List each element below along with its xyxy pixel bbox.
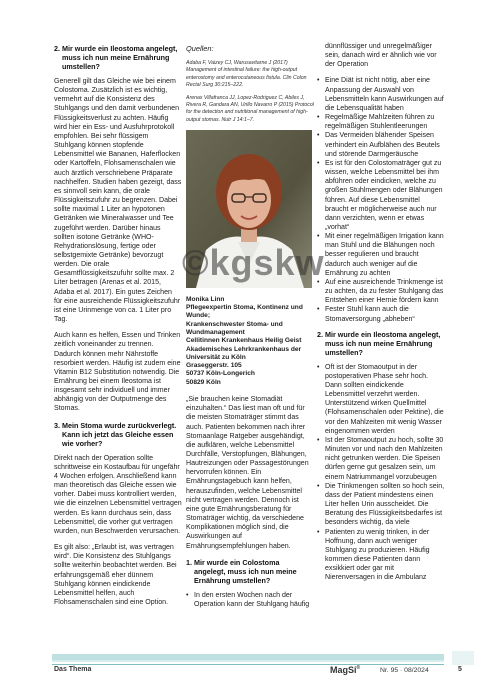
heading-rueckverlegung bbox=[54, 421, 182, 448]
references-title: Quellen: bbox=[186, 44, 214, 53]
author-block bbox=[186, 296, 314, 387]
section-name: Das Thema bbox=[54, 666, 92, 673]
bullet-item: • Das Vermeiden blähender Speisen verhindert ein Aufblähen des Beutels und störende Darmgeräusche bbox=[317, 131, 445, 158]
watermark: ©kgskw bbox=[182, 242, 325, 283]
heading-number: 3. bbox=[54, 420, 60, 430]
bullet-item: • In den ersten Wochen nach der Operation kann der Stuhlgang häufig bbox=[186, 591, 314, 609]
registered-mark: ® bbox=[356, 665, 361, 671]
column-middle bbox=[186, 44, 314, 615]
issue-number: Nr. 95 · 08/2024 bbox=[380, 666, 429, 674]
bullet-item: • Mit einer regelmäßigen Irrigation kann man Stuhl und die Blähungen noch besser regulieren und braucht dadurch auch weniger auf die Ernährung zu achten bbox=[317, 232, 445, 278]
bullet-list bbox=[317, 76, 445, 323]
heading-text: Mir wurde ein Ileostoma angelegt, muss ich nun meine Ernährung umstellen? bbox=[62, 44, 178, 71]
paragraph: Generell gilt das Gleiche wie bei einem Colostoma. Zusätzlich ist es wichtig, vermehrt auf die Konsistenz des Stuhlgangs und den damit verbundenen Flüssigkeitsverlust zu achten. Häufig wird hier ein Ess- und Ausfuhrprotokoll empfohlen. Bei sehr flüssigem Stuhlgang können stopfende Lebensmittel wie Bananen, Haferflocken oder Kartoffeln, Flohsamenschalen wie auch ärztlich verschriebene Präparate nachhelfen. Studien haben gezeigt, dass es sinnvoll sein kann, die orale Flüssigkeitszufuhr zu begrenzen. Dabei sollte maximal 1 Liter an hypotonen Getränken wie Mineralwasser und Tee zugeführt werden. Darüber hinaus sollten isotone Getränke (WHO-Rehydrationslösung, fertige oder selbstgemixte Getränke) bevorzugt werden. Die orale Gesamtflüssigkeitszufuhr sollte max. 2 Liter betragen (Arenas et al. 2015, Adaba et al. 2017). Ein gutes Zeichen für eine ausreichende Flüssigkeitszufuhr ist eine Urinmenge von ca. 1 Liter pro Tag. bbox=[54, 78, 182, 324]
bullet-item: • Oft ist der Stomaoutput in der postoperativen Phase sehr hoch. Dann sollten eindickende Lebensmittel verzehrt werden. Unterstützend wirken Quellmittel (Flohsamenschalen oder Pektine), die vor den Mahlzeiten mit wenig Wasser eingenommen werden bbox=[317, 363, 445, 436]
author-line: 50737 Köln-Longerich bbox=[186, 370, 255, 378]
bullet-item: • Patienten zu wenig trinken, in der Hoffnung, dann auch weniger Stuhlgang zu produzieren. Häufig kommen diese Patienten dann exsikkiert oder gar mit Nierenversagen in die Ambulanz bbox=[317, 528, 445, 583]
bullet-list bbox=[186, 591, 314, 609]
author-line: Krankenschwester Stoma- und Wundmanagement bbox=[186, 320, 283, 336]
bullet-item: • Regelmäßige Mahlzeiten führen zu regelmäßigen Stuhlentleerungen bbox=[317, 113, 445, 131]
author-line: Graseggerstr. 105 bbox=[186, 362, 242, 370]
heading-ileostoma-2 bbox=[317, 330, 445, 357]
author-portrait-image bbox=[186, 130, 312, 288]
heading-text: Mir wurde ein Ileostoma angelegt, muss ich nun meine Ernährung umstellen? bbox=[325, 329, 441, 357]
column-left bbox=[54, 44, 182, 614]
reference-item: Adaba F, Vaizey CJ, Warusavitarne J (2017) Management of intestinal failure: the high-output enterostomy and enterocutaneous fistula. Clin Colon Rectal Surg 30:215–222. bbox=[186, 60, 307, 88]
author-line: Monika Linn bbox=[186, 295, 225, 303]
author-line: Cellitinnen Krankenhaus Heilig Geist bbox=[186, 337, 302, 345]
heading-number: 2. bbox=[317, 329, 323, 339]
heading-text: Mein Stoma wurde zurückverlegt. Kann ich jetzt das Gleiche essen wie vorher? bbox=[62, 420, 177, 448]
paragraph: Auch kann es helfen, Essen und Trinken zeitlich voneinander zu trennen. Dadurch können mehr Nährstoffe resorbiert werden. Häufig ist zudem eine Vitamin B12 Substitution notwendig. Die Ernährung bei einem Ileostoma ist insgesamt sehr individuell und immer abhängig von der Outputmenge des Stomas. bbox=[54, 332, 181, 413]
page-number: 5 bbox=[458, 666, 462, 673]
heading-colostoma bbox=[186, 558, 314, 585]
heading-ileostoma bbox=[54, 44, 182, 71]
bullet-item: • Fester Stuhl kann auch die Stomaversorgung „abheben“ bbox=[317, 305, 445, 323]
bullet-item: • Die Trinkmengen sollten so hoch sein, dass der Patient mindestens einen Liter hellen Urin ausscheidet. Die Beratung des Flüssigkeitsbedarfes ist besonders wichtig, da viele bbox=[317, 482, 445, 528]
author-photo bbox=[186, 130, 312, 288]
paragraph: Direkt nach der Operation sollte schrittweise ein Kostaufbau für ungefähr 4 Wochen erfolgen. Anschließend kann man theoretisch das Gleiche essen wie vorher. Dabei muss kontrolliert werden, wie die einzelnen Lebensmittel vertragen werden. Es kann durchaus sein, dass Lebensmittel, die vorher gut vertragen wurden, nun Beschwerden verursachen. bbox=[54, 454, 182, 535]
heading-number: 1. bbox=[186, 557, 192, 567]
author-line: Pflegeexpertin Stoma, Kontinenz und Wunde; bbox=[186, 304, 303, 320]
reference-item: Arenas Villafranca JJ, Lopez-Rodriguez C, Abiles J, Rivera R, Gandara AN, Urillo Navarro P (2015) Protocol for the detection and nutritional management of high-output stomas. Nutr J 14:1–7. bbox=[186, 94, 314, 123]
page-footer bbox=[0, 651, 480, 679]
heading-number: 2. bbox=[54, 44, 60, 53]
footer-band-light bbox=[52, 660, 444, 662]
magazine-title: MagSi bbox=[330, 665, 357, 675]
references bbox=[186, 60, 314, 124]
footer-rule bbox=[52, 664, 444, 665]
column-right bbox=[317, 44, 445, 588]
paragraph: Es gilt also: „Erlaubt ist, was vertragen wird“. Die Konsistenz des Stuhlgangs sollte weiterhin beobachtet werden. Bei erfahrungsgemäß eher dünnem Stuhlgang können eindickende Lebensmittel helfen, auch Flohsamenschalen sind eine Option. bbox=[54, 544, 177, 606]
author-line: Akademisches Lehrkrankenhaus der Universität zu Köln bbox=[186, 345, 302, 361]
bullet-item: • Es ist für den Colostomaträger gut zu wissen, welche Lebensmittel bei ihm abführen oder eindicken, welche zu großen Stuhlmengen oder Blähungen führen. Auf diese Lebensmittel braucht er möglicherweise auch nur dann verzichten, wenn er etwas „vorhat“ bbox=[317, 159, 445, 232]
bullet-list bbox=[317, 363, 445, 583]
page-number-box bbox=[452, 651, 474, 665]
heading-text: Mir wurde ein Colostoma angelegt, muss ich nun meine Ernährung umstellen? bbox=[194, 557, 297, 585]
magazine-name bbox=[330, 665, 360, 675]
bullet-item: • Eine Diät ist nicht nötig, aber eine Anpassung der Auswahl von Lebensmitteln kann Auswirkungen auf die Lebensqualität haben bbox=[317, 76, 445, 113]
author-line: 50829 Köln bbox=[186, 378, 221, 386]
bullet-item: • Auf eine ausreichende Trinkmenge ist zu achten, da zu fester Stuhlgang das Entstehen einer Hernie fördern kann bbox=[317, 278, 445, 305]
paragraph: „Sie brauchen keine Stomadiät einzuhalten.“ Das liest man oft und für die meisten Stomaträger stimmt das auch. Patienten bekommen nach ihrer Stomaanlage Ratgeber ausgehändigt, die aufklären, welche Lebensmittel Durchfälle, Verstopfungen, Blähungen, Hautreizungen oder Passagestörungen hervorrufen können. Ein Ernährungstagebuch kann helfen, herauszufinden, welche Lebensmittel nicht vertragen werden. Dennoch ist eine gute Ernährungsberatung für Stomaträger wichtig, da verschiedene Komplikationen möglich sind, die Auswirkungen auf Ernährungsempfehlungen haben. bbox=[186, 396, 309, 550]
paragraph: dünnflüssiger und unregelmäßiger sein, danach wird er ähnlich wie vor der Operation bbox=[325, 43, 437, 69]
bullet-item: • Ist der Stomaoutput zu hoch, sollte 30 Minuten vor und nach den Mahlzeiten nicht getrunken werden. Die Speisen dürfen gerne gut gesalzen sein, um einem Natriummangel vorzubeugen bbox=[317, 436, 445, 482]
